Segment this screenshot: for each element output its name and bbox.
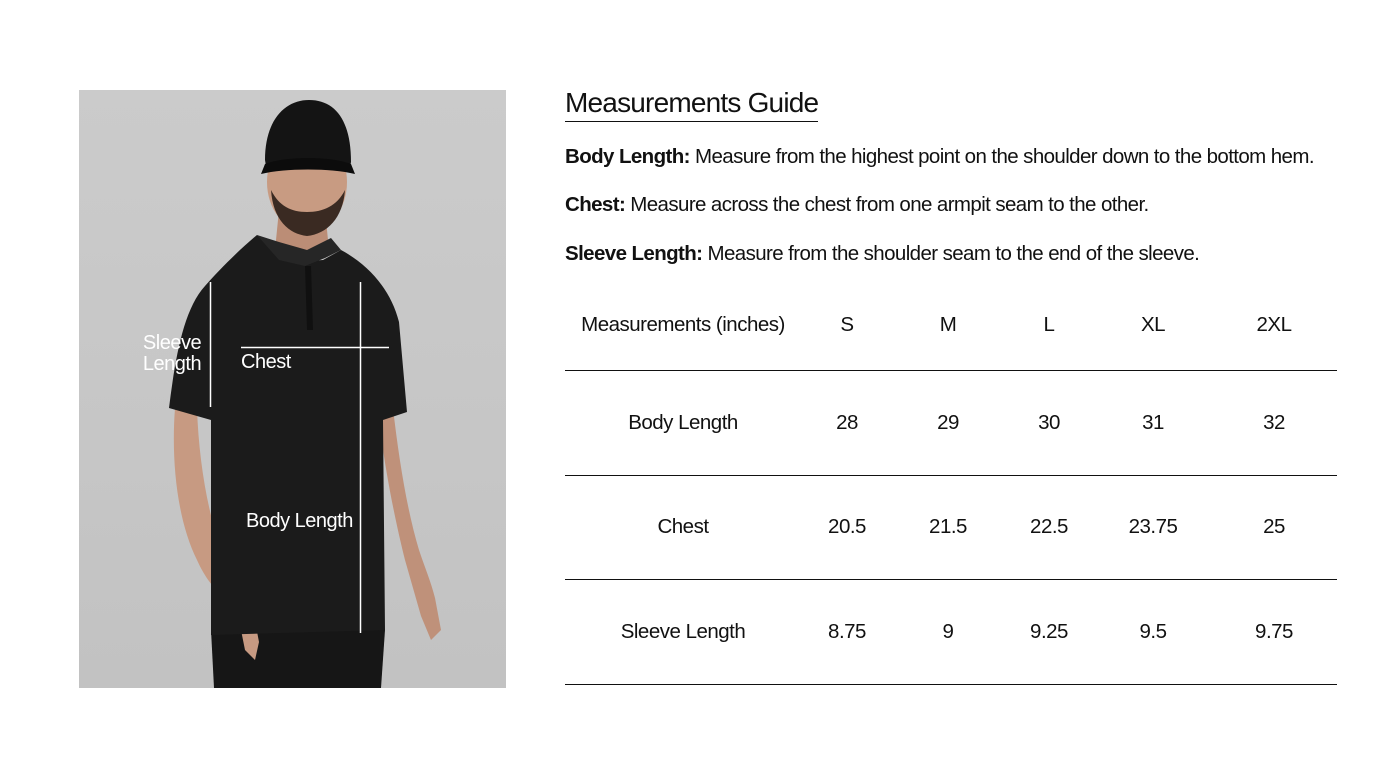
definition-term: Chest:: [565, 193, 626, 216]
definition-chest: [565, 193, 1149, 217]
model-photo: [79, 90, 506, 688]
chest-label: Chest: [241, 351, 291, 373]
size-table: [565, 280, 1337, 685]
sleeve-length-label-line1: Sleeve: [142, 332, 202, 354]
body-length-label: Body Length: [246, 510, 353, 532]
guide-title: Measurements Guide: [565, 87, 818, 122]
table-cell: 9: [893, 580, 1003, 685]
table-row: [565, 580, 1337, 685]
table-cell: 25: [1211, 475, 1337, 580]
table-cell: 20.5: [801, 475, 893, 580]
model-figure: [79, 90, 506, 688]
table-cell: 9.5: [1095, 580, 1211, 685]
table-row: [565, 371, 1337, 476]
definition-term: Sleeve Length:: [565, 242, 703, 265]
sleeve-length-label-line2: Length: [142, 353, 202, 375]
definition-sleeve-length: [565, 242, 1199, 266]
definition-term: Body Length:: [565, 145, 690, 168]
definition-body-length: [565, 145, 1314, 169]
definition-text: Measure across the chest from one armpit seam to the other.: [625, 193, 1149, 216]
table-cell: 31: [1095, 371, 1211, 476]
table-header-row: [565, 280, 1337, 371]
table-cell: 30: [1003, 371, 1095, 476]
row-label: Chest: [565, 475, 801, 580]
header-measurements: Measurements (inches): [565, 280, 801, 371]
table-row: [565, 475, 1337, 580]
table-cell: 9.75: [1211, 580, 1337, 685]
table-cell: 9.25: [1003, 580, 1095, 685]
header-size-l: L: [1003, 280, 1095, 371]
header-size-xl: XL: [1095, 280, 1211, 371]
definition-text: Measure from the highest point on the shoulder down to the bottom hem.: [689, 145, 1314, 168]
table-cell: 29: [893, 371, 1003, 476]
table-cell: 23.75: [1095, 475, 1211, 580]
sleeve-length-label: [141, 333, 203, 375]
table-cell: 22.5: [1003, 475, 1095, 580]
row-label: Sleeve Length: [565, 580, 801, 685]
table-cell: 32: [1211, 371, 1337, 476]
definition-text: Measure from the shoulder seam to the end of the sleeve.: [702, 242, 1200, 265]
table-cell: 21.5: [893, 475, 1003, 580]
row-label: Body Length: [565, 371, 801, 476]
header-size-2xl: 2XL: [1211, 280, 1337, 371]
header-size-m: M: [893, 280, 1003, 371]
header-size-s: S: [801, 280, 893, 371]
table-cell: 28: [801, 371, 893, 476]
table-cell: 8.75: [801, 580, 893, 685]
